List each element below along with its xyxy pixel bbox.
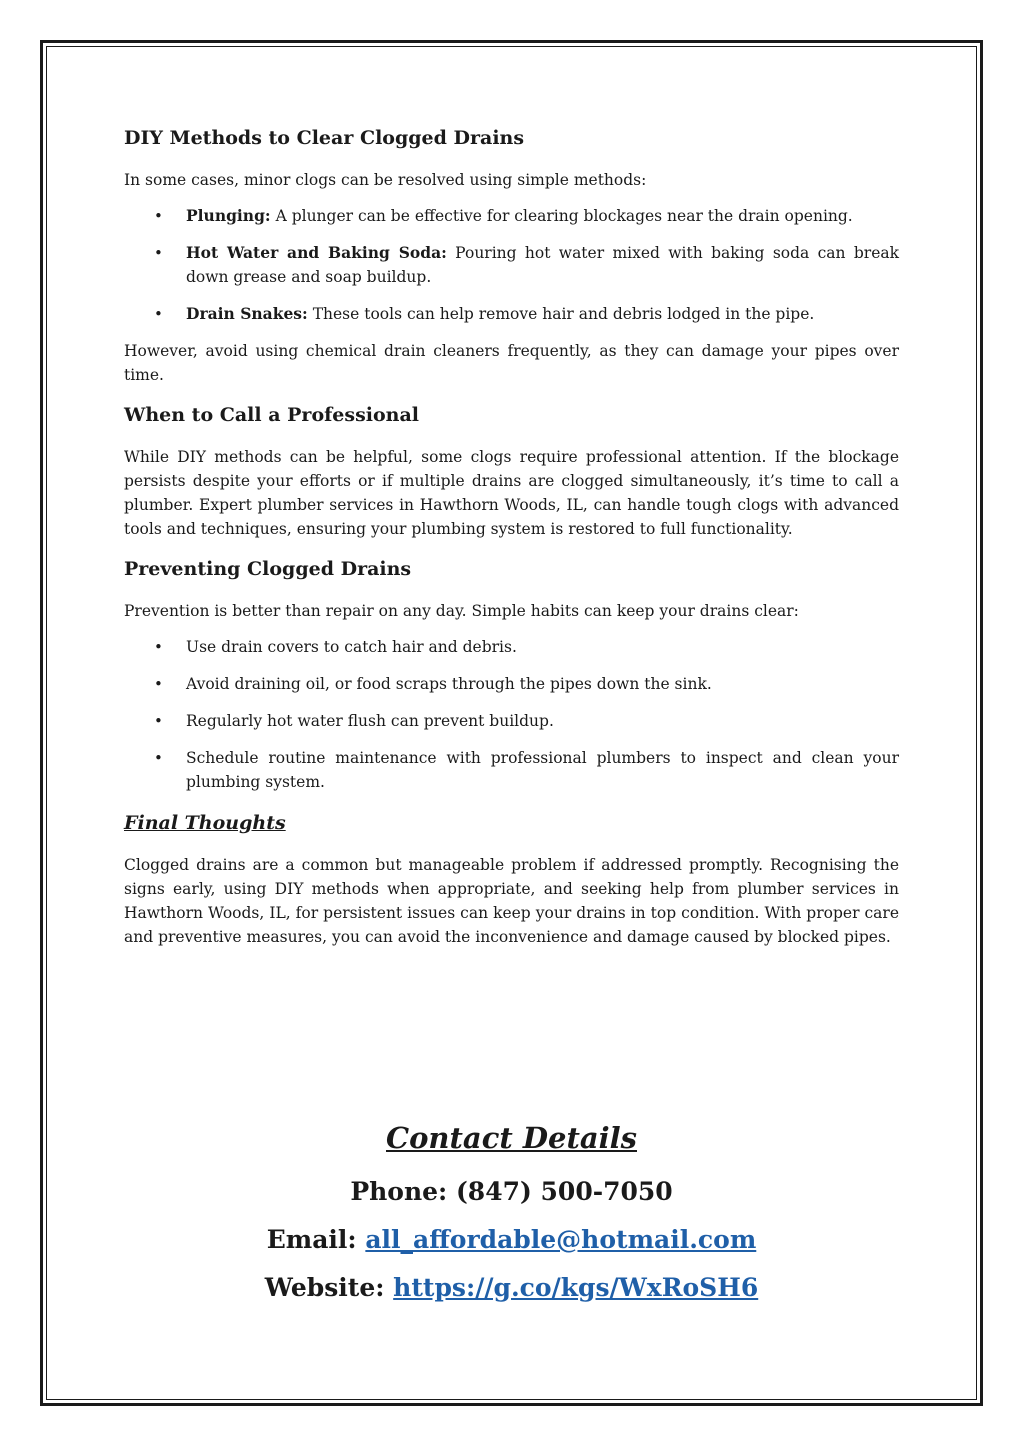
list-item-text: A plunger can be effective for clearing blockages near the drain opening. [270, 207, 853, 225]
bullet-icon: • [154, 638, 163, 656]
phone-line: Phone: (847) 500-7050 [350, 1177, 673, 1206]
list-item-text: Schedule routine maintenance with professional plumbers to inspect and clean your plumbing system. [186, 749, 899, 791]
final-heading: Final Thoughts [124, 812, 286, 834]
professional-heading: When to Call a Professional [124, 404, 420, 426]
contact-title: Contact Details [386, 1121, 637, 1155]
list-item-text: Avoid draining oil, or food scraps through the pipes down the sink. [186, 675, 712, 693]
diy-intro: In some cases, minor clogs can be resolved using simple methods: [124, 171, 647, 189]
list-item [124, 241, 899, 289]
website-line [46, 1266, 977, 1310]
list-item [124, 672, 899, 696]
list-item [124, 635, 899, 659]
list-item [124, 709, 899, 733]
preventing-intro: Prevention is better than repair on any day. Simple habits can keep your drains clear: [124, 602, 799, 620]
list-item-text: Use drain covers to catch hair and debris. [186, 638, 517, 656]
list-item-term: Drain Snakes: [186, 304, 308, 323]
final-body: Clogged drains are a common but manageable problem if addressed promptly. Recognising the signs early, using DIY methods when appropriate, and seeking help from plumber services in Hawthorn Woods, IL, for persistent issues can keep your drains in top condition. With proper care and preventive measures, you can avoid the inconvenience and damage caused by blocked pipes. [124, 856, 899, 946]
diy-heading: DIY Methods to Clear Clogged Drains [124, 127, 525, 149]
website-label: Website: [264, 1273, 394, 1302]
email-label: Email: [266, 1225, 366, 1254]
website-link[interactable]: https://g.co/kgs/WxRoSH6 [393, 1273, 759, 1302]
document-body [124, 122, 899, 961]
bullet-icon: • [154, 675, 163, 693]
list-item [124, 746, 899, 794]
preventing-list [124, 635, 899, 794]
list-item-text: Regularly hot water flush can prevent buildup. [186, 712, 554, 730]
list-item-text: Pouring hot water mixed with baking soda can break down grease and soap buildup. [186, 244, 899, 286]
list-item-term: Hot Water and Baking Soda: [186, 243, 447, 262]
bullet-icon: • [154, 305, 163, 323]
contact-section [46, 1112, 977, 1314]
bullet-icon: • [154, 207, 163, 225]
list-item-term: Plunging: [186, 206, 271, 225]
diy-list [124, 204, 899, 326]
email-line [46, 1218, 977, 1262]
list-item [124, 204, 899, 228]
list-item [124, 302, 899, 326]
bullet-icon: • [154, 712, 163, 730]
professional-body: While DIY methods can be helpful, some clogs require professional attention. If the blockage persists despite your efforts or if multiple drains are clogged simultaneously, it’s time to call a plumber. Expert plumber services in Hawthorn Woods, IL, can handle tough clogs with advanced tools and techniques, ensuring your plumbing system is restored to full functionality. [124, 448, 899, 538]
diy-closing: However, avoid using chemical drain cleaners frequently, as they can damage your pipes over time. [124, 342, 899, 384]
email-link[interactable]: all_affordable@hotmail.com [365, 1225, 757, 1254]
bullet-icon: • [154, 749, 163, 767]
bullet-icon: • [154, 244, 163, 262]
list-item-text: These tools can help remove hair and debris lodged in the pipe. [307, 305, 815, 323]
preventing-heading: Preventing Clogged Drains [124, 558, 412, 580]
